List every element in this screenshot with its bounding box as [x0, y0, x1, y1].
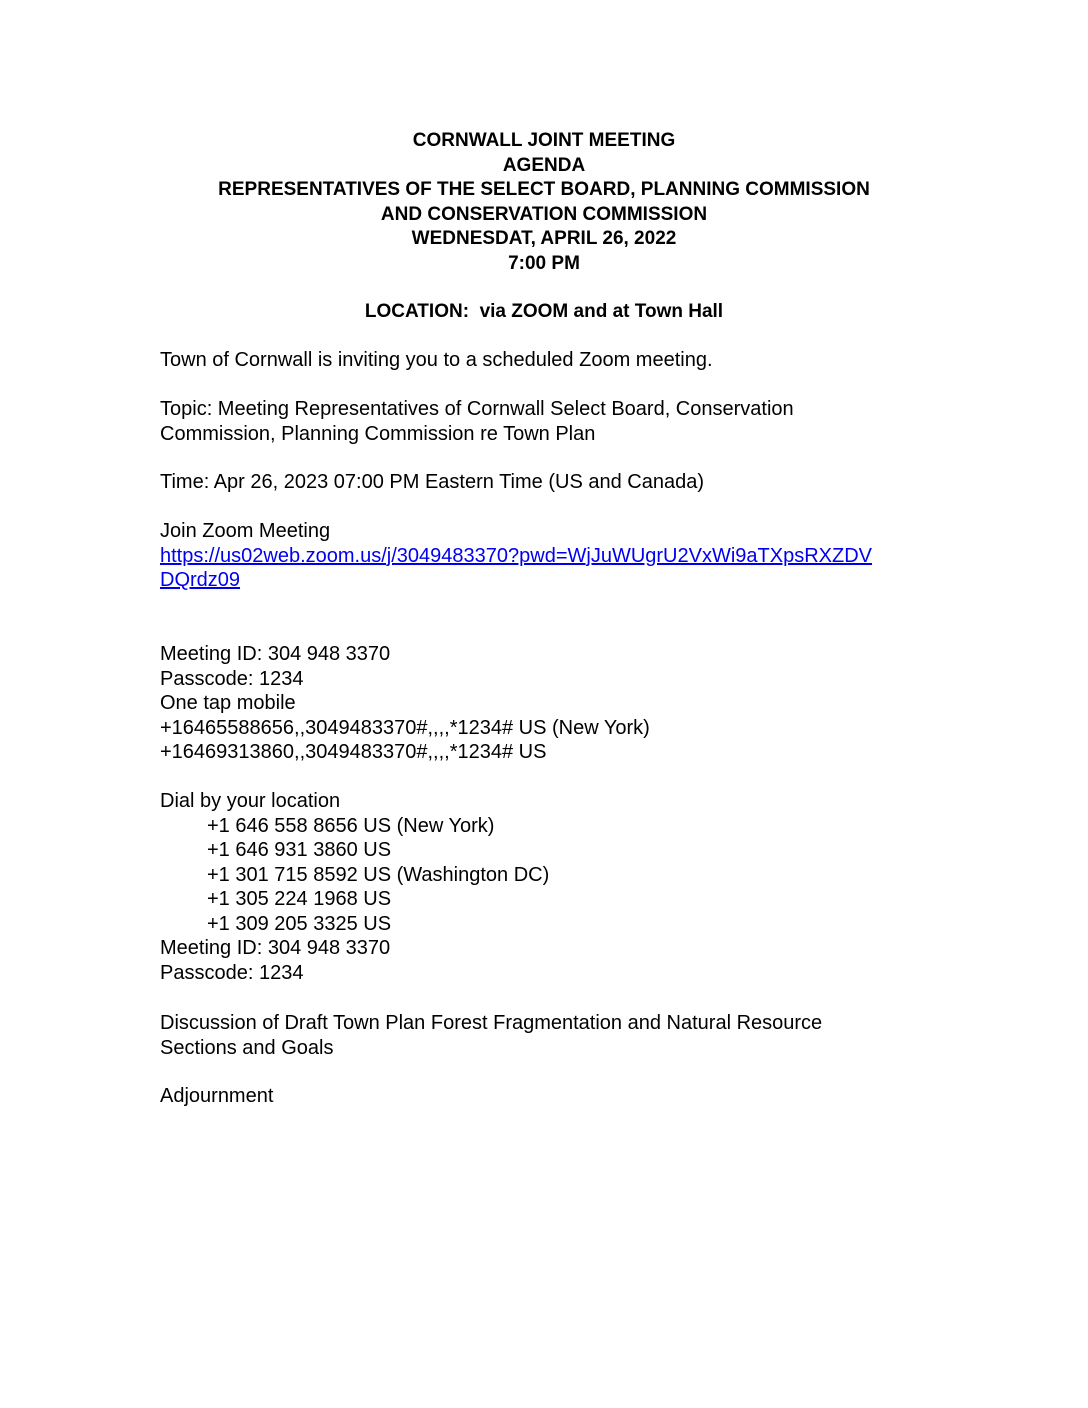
passcode: Passcode: 1234 — [160, 667, 304, 690]
join-paragraph — [160, 519, 940, 593]
zoom-link-line-1[interactable]: https://us02web.zoom.us/j/3049483370?pwd=WjJuWUgrU2VxWi9aTXpsRXZDV — [160, 544, 872, 567]
topic-line-1: Topic: Meeting Representatives of Cornwall Select Board, Conservation — [160, 398, 794, 420]
attendees-line-1: REPRESENTATIVES OF THE SELECT BOARD, PLANNING COMMISSION — [218, 179, 870, 200]
dial-number: +1 309 205 3325 US — [207, 912, 392, 935]
meeting-date: WEDNESDAT, APRIL 26, 2022 — [411, 228, 677, 249]
adjournment-text: Adjournment — [160, 1085, 274, 1107]
meeting-location: LOCATION: via ZOOM and at Town Hall — [364, 301, 724, 322]
topic-line-2: Commission, Planning Commission re Town Plan — [160, 422, 596, 445]
one-tap-number-2: +16469313860,,3049483370#,,,,*1234# US — [160, 741, 547, 763]
one-tap-label: One tap mobile — [160, 692, 296, 714]
meeting-details — [160, 642, 940, 765]
passcode: Passcode: 1234 — [160, 961, 304, 984]
dial-number: +1 646 931 3860 US — [207, 839, 392, 861]
meeting-title: CORNWALL JOINT MEETING — [412, 130, 676, 151]
one-tap-number-1: +16465588656,,3049483370#,,,,*1234# US (New York) — [160, 716, 650, 739]
dial-in-section — [160, 789, 940, 985]
topic-paragraph — [160, 397, 940, 446]
time-paragraph — [160, 470, 940, 495]
discussion-line-1: Discussion of Draft Town Plan Forest Fragmentation and Natural Resource — [160, 1012, 823, 1034]
adjournment-item — [160, 1084, 940, 1109]
invite-text: Town of Cornwall is inviting you to a scheduled Zoom meeting. — [160, 349, 713, 371]
discussion-line-2: Sections and Goals — [160, 1036, 334, 1059]
discussion-item — [160, 1011, 940, 1060]
attendees-line-2: AND CONSERVATION COMMISSION — [380, 203, 708, 225]
dial-number: +1 646 558 8656 US (New York) — [207, 814, 495, 837]
meeting-id: Meeting ID: 304 948 3370 — [160, 643, 391, 665]
zoom-link-line-2[interactable]: DQrdz09 — [160, 569, 241, 591]
dial-number: +1 305 224 1968 US — [207, 888, 392, 910]
time-text: Time: Apr 26, 2023 07:00 PM Eastern Time (US and Canada) — [160, 471, 704, 493]
invite-paragraph — [160, 348, 940, 373]
meeting-time: 7:00 PM — [508, 252, 580, 274]
agenda-header — [0, 129, 1088, 276]
meeting-id: Meeting ID: 304 948 3370 — [160, 937, 391, 959]
dial-label: Dial by your location — [160, 790, 341, 812]
dial-number: +1 301 715 8592 US (Washington DC) — [207, 863, 550, 886]
agenda-label: AGENDA — [502, 154, 586, 176]
join-label: Join Zoom Meeting — [160, 520, 331, 542]
